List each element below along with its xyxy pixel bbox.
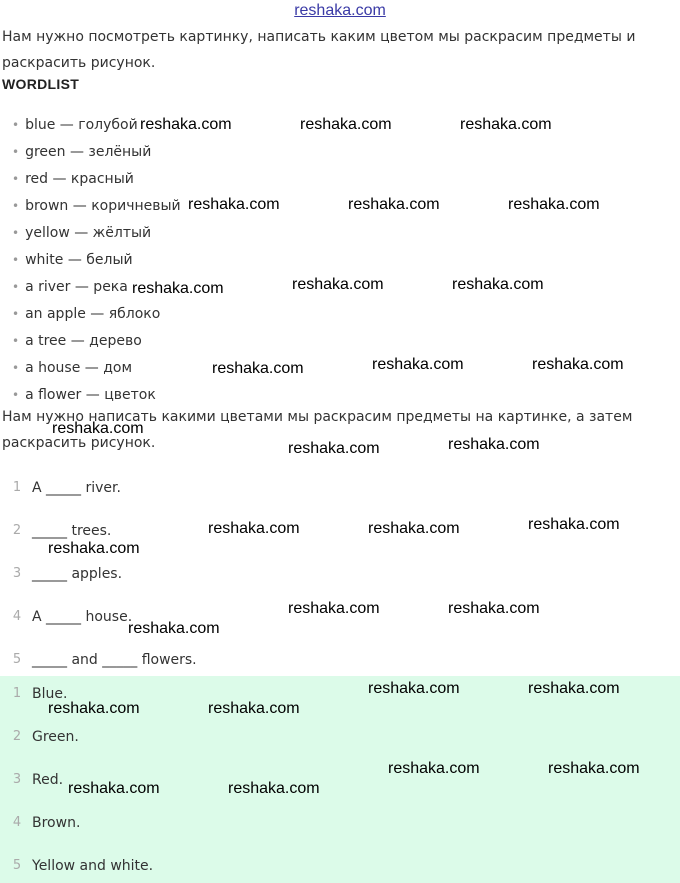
watermark: reshaka.com	[48, 700, 140, 717]
bullet-icon: •	[12, 118, 20, 132]
bullet-icon: •	[12, 334, 20, 348]
bullet-icon: •	[12, 199, 20, 213]
bullet-icon: •	[12, 253, 20, 267]
wordlist-item: • an apple — яблоко	[12, 306, 161, 322]
watermark: reshaka.com	[132, 280, 224, 297]
watermark: reshaka.com	[188, 196, 280, 213]
bullet-icon: •	[12, 307, 20, 321]
answer-row: 4 Brown.	[12, 815, 81, 831]
wordlist-item: • yellow — жёлтый	[12, 225, 152, 241]
wordlist-item: • a tree — дерево	[12, 333, 142, 349]
watermark: reshaka.com	[208, 700, 300, 717]
bullet-icon: •	[12, 226, 20, 240]
watermark: reshaka.com	[448, 436, 540, 453]
bullet-icon: •	[12, 280, 20, 294]
answer-row: 1 Blue.	[12, 686, 68, 702]
wordlist-item: • a house — дом	[12, 360, 133, 376]
watermark: reshaka.com	[128, 620, 220, 637]
wordlist-item: • a river — река	[12, 279, 128, 295]
watermark: reshaka.com	[228, 780, 320, 797]
watermark: reshaka.com	[548, 760, 640, 777]
task-row: 1 A _____ river.	[12, 480, 121, 496]
watermark: reshaka.com	[508, 196, 600, 213]
task-instruction: Нам нужно написать какими цветами мы раскрасим предметы на картинке, а затем раскрасить рисунок.	[2, 409, 633, 451]
watermark: reshaka.com	[288, 600, 380, 617]
task-row: 5 _____ and _____ flowers.	[12, 652, 197, 668]
wordlist-heading: WORDLIST	[2, 76, 80, 92]
wordlist-item: • brown — коричневый	[12, 198, 181, 214]
wordlist-item: • blue — голубой	[12, 117, 138, 133]
task-row: 2 _____ trees.	[12, 523, 112, 539]
answer-row: 2 Green.	[12, 729, 79, 745]
bullet-icon: •	[12, 172, 20, 186]
watermark: reshaka.com	[372, 356, 464, 373]
watermark: reshaka.com	[292, 276, 384, 293]
watermark: reshaka.com	[388, 760, 480, 777]
watermark: reshaka.com	[212, 360, 304, 377]
watermark: reshaka.com	[452, 276, 544, 293]
bullet-icon: •	[12, 388, 20, 402]
watermark: reshaka.com	[140, 116, 232, 133]
watermark: reshaka.com	[48, 540, 140, 557]
watermark: reshaka.com	[368, 520, 460, 537]
watermark: reshaka.com	[68, 780, 160, 797]
watermark: reshaka.com	[288, 440, 380, 457]
watermark: reshaka.com	[300, 116, 392, 133]
watermark: reshaka.com	[528, 680, 620, 697]
watermark: reshaka.com	[448, 600, 540, 617]
site-header-link[interactable]: reshaka.com	[294, 2, 386, 19]
answer-row: 3 Red.	[12, 772, 64, 788]
watermark: reshaka.com	[348, 196, 440, 213]
task-row: 3 _____ apples.	[12, 566, 123, 582]
bullet-icon: •	[12, 361, 20, 375]
bullet-icon: •	[12, 145, 20, 159]
answer-row: 5 Yellow and white.	[12, 858, 154, 874]
wordlist-item: • white — белый	[12, 252, 133, 268]
watermark: reshaka.com	[208, 520, 300, 537]
wordlist-item: • a flower — цветок	[12, 387, 156, 403]
wordlist-item: • green — зелёный	[12, 144, 152, 160]
watermark: reshaka.com	[460, 116, 552, 133]
task-row: 4 A _____ house.	[12, 609, 133, 625]
watermark: reshaka.com	[528, 516, 620, 533]
wordlist-item: • red — красный	[12, 171, 134, 187]
intro-paragraph: Нам нужно посмотреть картинку, написать каким цветом мы раскрасим предметы и раскрасить рисунок.	[2, 29, 636, 71]
watermark: reshaka.com	[532, 356, 624, 373]
watermark: reshaka.com	[368, 680, 460, 697]
watermark: reshaka.com	[52, 420, 144, 437]
